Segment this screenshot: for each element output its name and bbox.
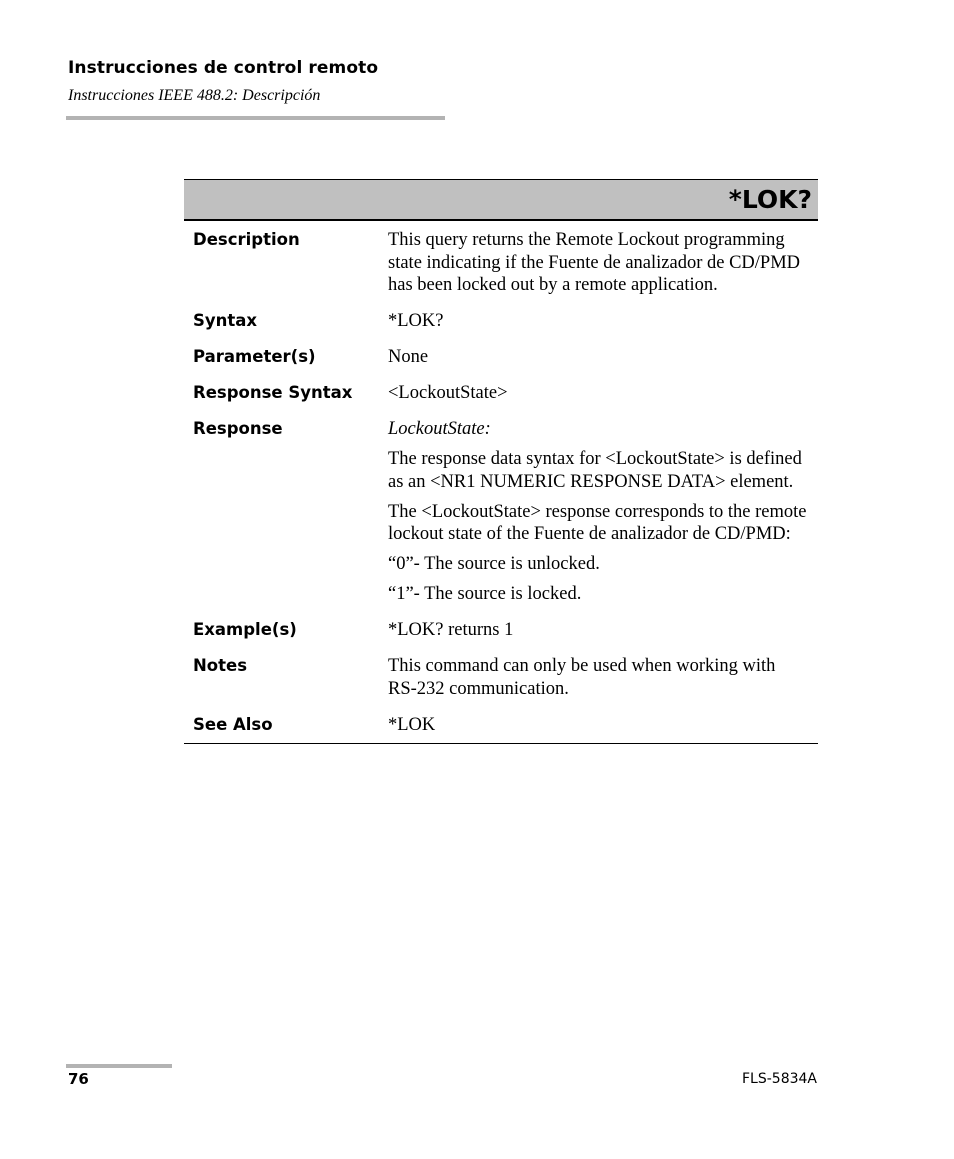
row-value (388, 346, 808, 369)
response-text: “0”- The source is unlocked. (388, 554, 600, 574)
row-label: Description (193, 230, 300, 249)
section-title: Instrucciones de control remoto (68, 58, 379, 78)
command-table (184, 179, 818, 744)
page-number: 76 (68, 1070, 89, 1088)
row-notes (184, 655, 818, 700)
row-label: Parameter(s) (193, 347, 316, 366)
row-response (184, 418, 818, 606)
row-value (388, 714, 808, 737)
row-label: Response (193, 419, 283, 438)
row-label: Example(s) (193, 620, 297, 639)
row-see-also (184, 714, 818, 745)
notes-text: This command can only be used when working with RS-232 communication. (388, 656, 776, 699)
description-text: This query returns the Remote Lockout programming state indicating if the Fuente de analizador de CD/PMD has been locked out by a remote application. (388, 230, 801, 295)
row-value (388, 619, 808, 642)
response-syntax-text: <LockoutState> (388, 383, 508, 403)
command-name: *LOK? (728, 185, 812, 214)
row-syntax (184, 310, 818, 333)
header-divider (66, 116, 445, 120)
syntax-text: *LOK? (388, 311, 444, 331)
row-label: Response Syntax (193, 383, 353, 402)
row-label: Notes (193, 656, 248, 675)
row-value (388, 229, 808, 297)
response-text: The <LockoutState> response corresponds to the remote lockout state of the Fuente de analizador de CD/PMD: (388, 501, 807, 544)
row-value (388, 655, 808, 700)
example-text: *LOK? returns 1 (388, 620, 514, 640)
footer-divider (66, 1064, 172, 1068)
response-text: The response data syntax for <LockoutState> is defined as an <NR1 NUMERIC RESPONSE DATA> element. (388, 449, 802, 492)
response-param-name: LockoutState: (388, 419, 491, 439)
row-label: See Also (193, 714, 273, 734)
row-value (388, 382, 808, 405)
section-subtitle: Instrucciones IEEE 488.2: Descripción (68, 87, 321, 104)
row-examples (184, 619, 818, 642)
row-parameters (184, 346, 818, 369)
row-value (388, 418, 808, 606)
row-description (184, 229, 818, 297)
command-header (184, 179, 818, 221)
row-response-syntax (184, 382, 818, 405)
document-id: FLS-5834A (742, 1071, 817, 1087)
response-text: “1”- The source is locked. (388, 584, 582, 604)
row-value (388, 310, 808, 333)
parameters-text: None (388, 347, 429, 367)
row-label: Syntax (193, 311, 258, 330)
see-also-text: *LOK (388, 714, 436, 735)
